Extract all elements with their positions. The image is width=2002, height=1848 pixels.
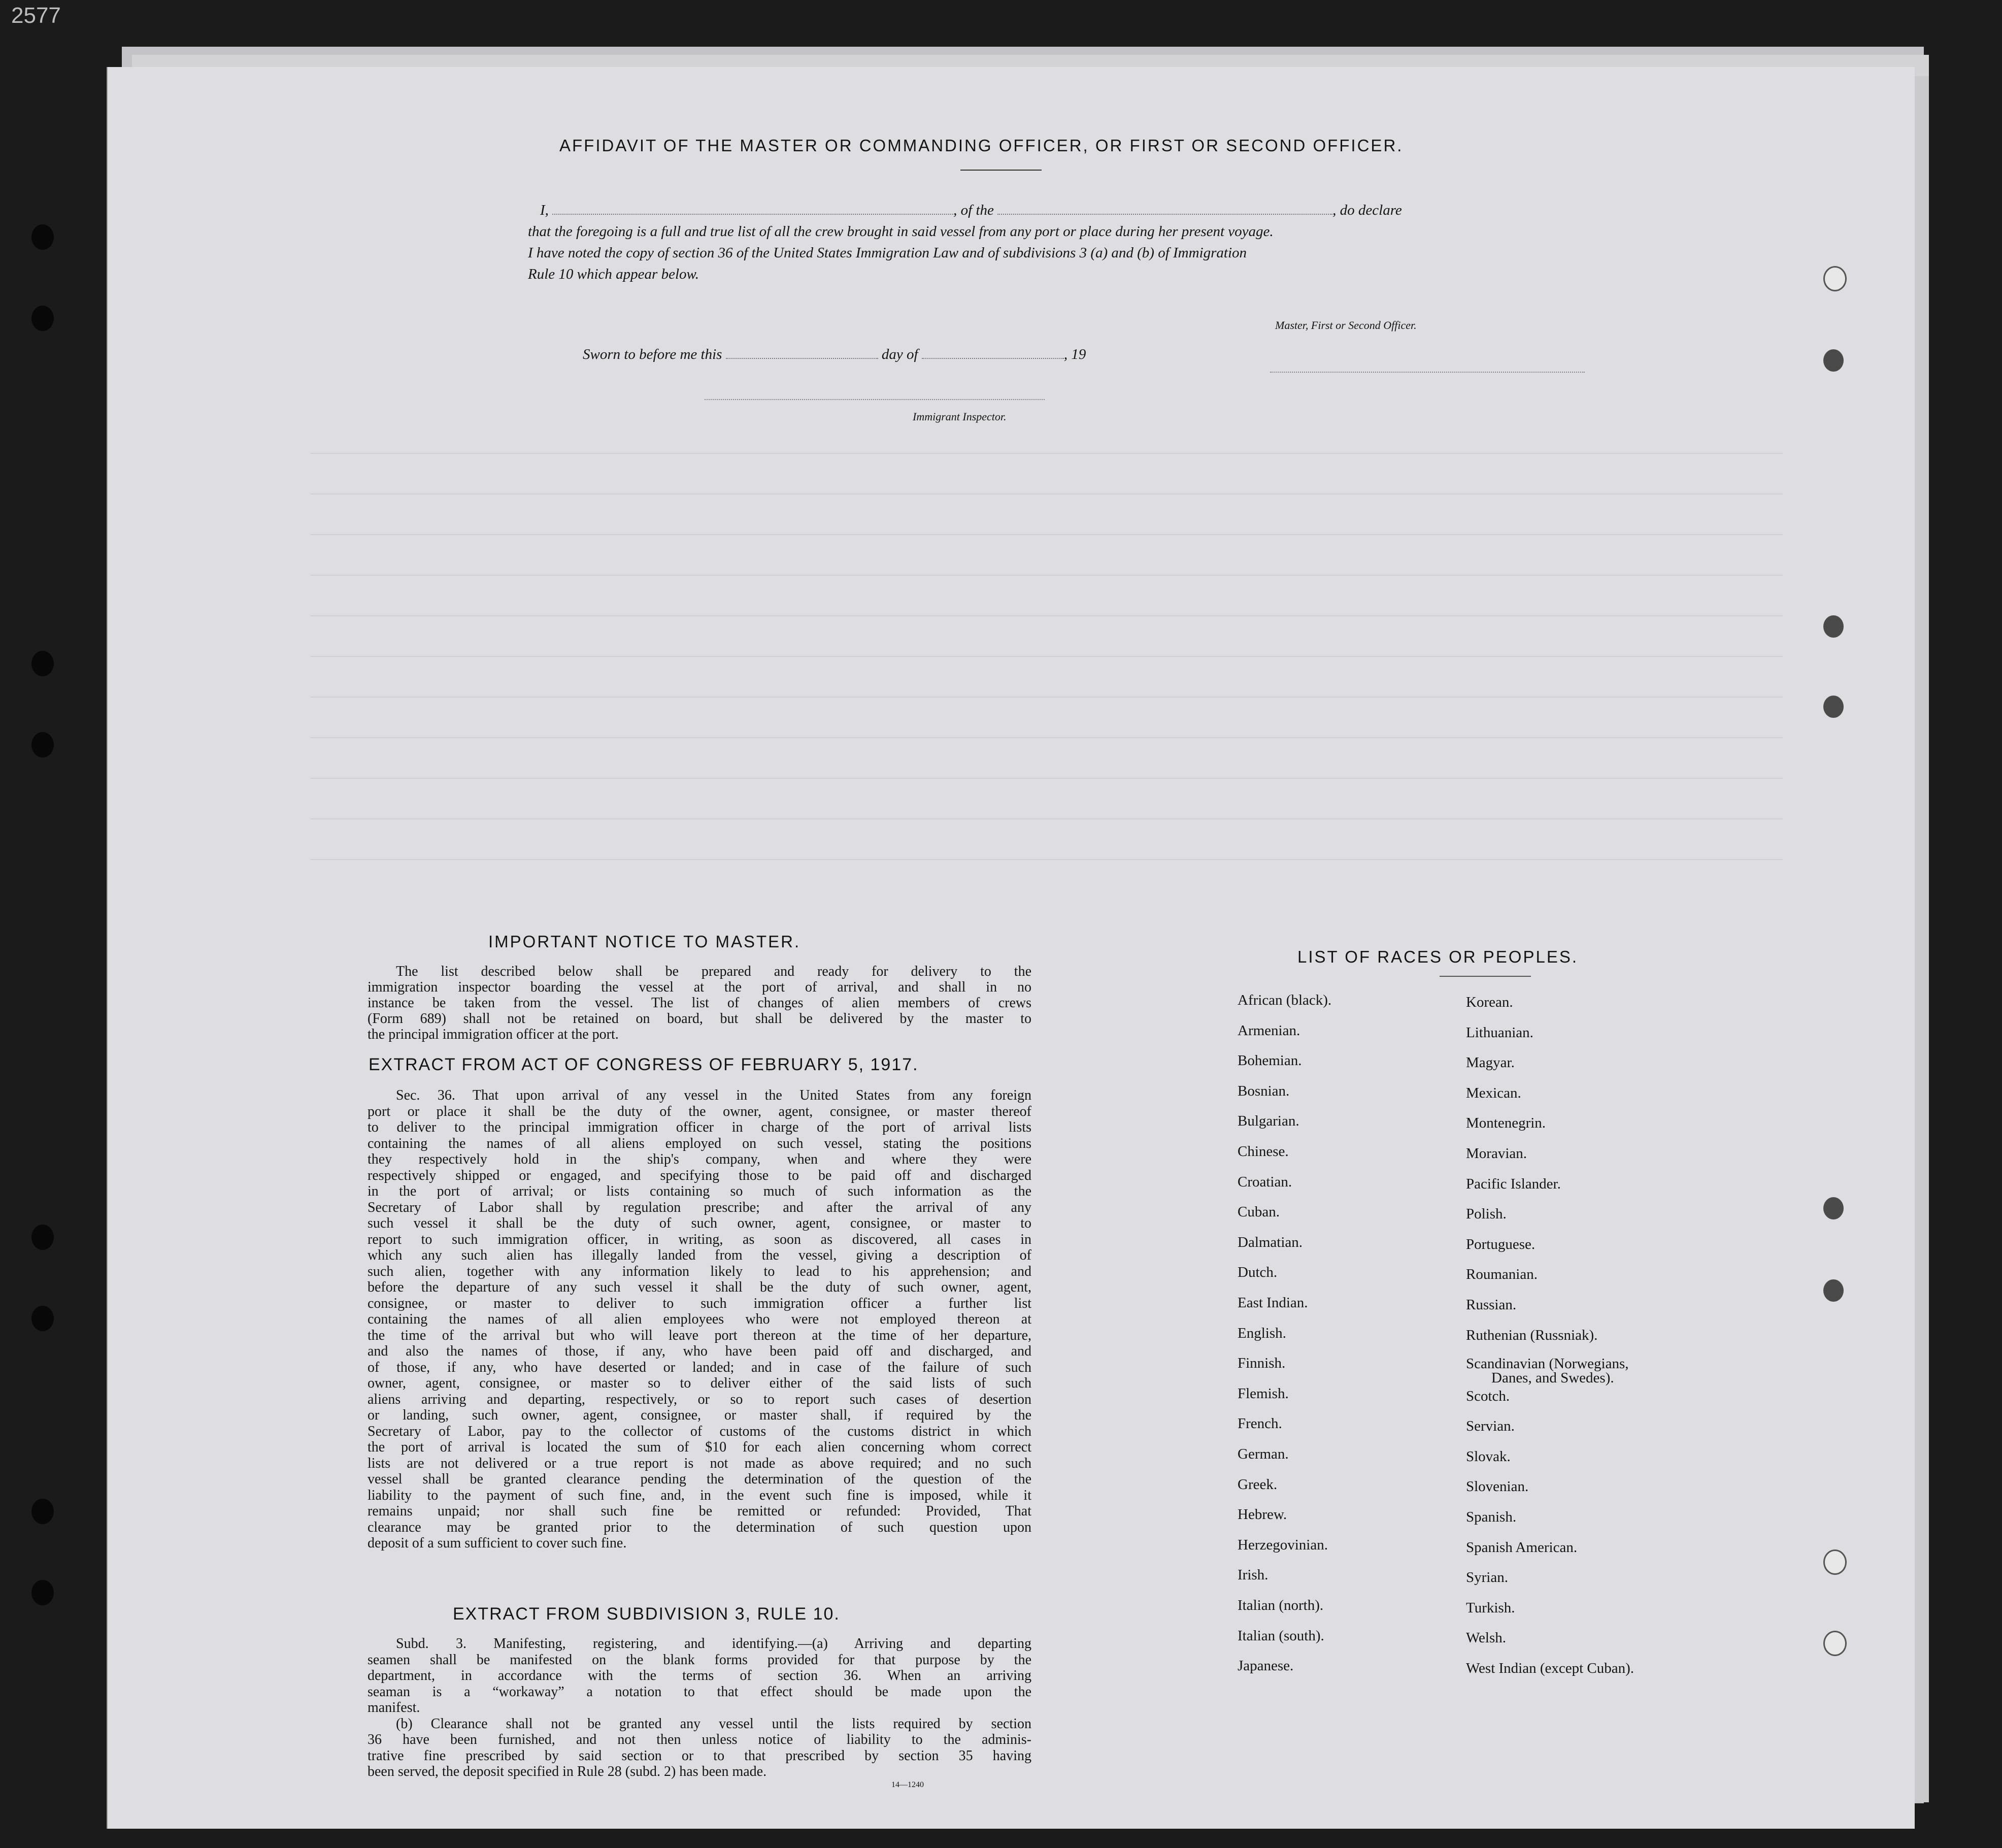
declare-line [528,202,1402,219]
act-line: such vessel it shall be the duty of such owner, agent, consignee, or master to [368,1215,1031,1231]
race-item: Ruthenian (Russniak). [1466,1327,1598,1343]
rule-line: Subd. 3. Manifesting, registering, and identifying.—(a) Arriving and departing [396,1636,1031,1652]
bleed-through-line [311,859,1783,860]
race-item: Dutch. [1238,1264,1278,1281]
race-item: Scandinavian (Norwegians, [1466,1355,1629,1372]
race-item: French. [1238,1415,1282,1432]
punch-hole [1823,266,1847,291]
extract-act-text [368,1087,1031,1552]
rule-line: 36 have been furnished, and not then unless notice of liability to the adminis- [368,1732,1031,1747]
act-line: liability to the payment of such fine, and, in the event such fine is imposed, while it [368,1487,1031,1503]
act-line: aliens arriving and departing, respectively, or so to report such cases of desertion [368,1391,1031,1407]
notice-title: IMPORTANT NOTICE TO MASTER. [488,932,801,951]
punch-hole [1823,349,1844,372]
bleed-through-line [311,575,1783,576]
day-of-text: day of [881,346,918,362]
race-item: English. [1238,1325,1286,1341]
race-item: Bohemian. [1238,1052,1302,1069]
race-item: Flemish. [1238,1385,1289,1402]
bleed-through-line [311,453,1783,454]
race-item: Turkish. [1466,1599,1515,1616]
race-item: Finnish. [1238,1355,1286,1372]
corner-mark: 2577 [11,3,61,28]
act-line: to deliver to the principal immigration officer in charge of the port of arrival lists [368,1119,1031,1135]
rule-line: seamen shall be manifested on the blank forms provided for that purpose by the [368,1652,1031,1668]
act-line: deposit of a sum sufficient to cover such fine. [368,1535,627,1551]
punch-hole [31,732,54,757]
bleed-through-line [311,697,1783,698]
rule-line: seaman is a “workaway” a notation to that effect should be made upon the [368,1684,1031,1700]
act-line: of those, if any, who have deserted or landed; and in case of the failure of such [368,1359,1031,1375]
punch-hole [1823,1197,1844,1219]
act-line: in the port of arrival; or lists containing so much of such information as the [368,1183,1031,1199]
sworn-line [583,346,1086,363]
extract-act-title: EXTRACT FROM ACT OF CONGRESS OF FEBRUARY 5, 1917. [369,1055,919,1074]
master-signature-line [1270,372,1585,373]
bleed-through-line [311,656,1783,657]
vessel-blank [997,204,1332,215]
race-item: Russian. [1466,1297,1517,1313]
race-item: Hebrew. [1238,1506,1287,1523]
race-item: Spanish American. [1466,1539,1578,1556]
act-line: consignee, or master to deliver to such immigration officer a further list [368,1295,1031,1311]
inspector-signature-label: Immigrant Inspector. [913,410,1007,423]
extract-rule-text [368,1636,1031,1780]
act-line: lists are not delivered or a true report is not made as above required; and no such [368,1455,1031,1471]
race-item: Slovenian. [1466,1478,1529,1495]
punch-hole [1823,696,1844,718]
bleed-through-line [311,778,1783,779]
race-item: Italian (south). [1238,1627,1324,1644]
bleed-through-line [311,534,1783,535]
race-item: Welsh. [1466,1630,1507,1646]
races-title-rule [1440,976,1531,977]
bleed-through-line [311,493,1783,494]
race-item: Cuban. [1238,1204,1280,1220]
race-item: Croatian. [1238,1173,1292,1190]
act-line: Sec. 36. That upon arrival of any vessel in the United States from any foreign [396,1087,1031,1103]
act-line: Secretary of Labor, pay to the collector of customs of the customs district in which [368,1423,1031,1439]
notice-line: The list described below shall be prepared and ready for delivery to the [396,964,1031,979]
bleed-through-line [311,737,1783,738]
race-item: Magyar. [1466,1054,1515,1071]
race-item: Danes, and Swedes). [1491,1369,1614,1386]
race-item: Pacific Islander. [1466,1175,1561,1192]
act-line: and also the names of those, if any, who have been paid off and discharged, and [368,1343,1031,1359]
notice-line: the principal immigration officer at the port. [368,1027,619,1042]
race-item: Bosnian. [1238,1082,1290,1099]
name-blank [552,204,953,215]
punch-hole [31,651,54,676]
act-line: clearance may be granted prior to the determination of such question upon [368,1519,1031,1535]
declare-line-2: that the foregoing is a full and true list of all the crew brought in said vessel from any port or place during her present voyage. [528,223,1274,240]
punch-hole [1823,615,1844,638]
declare-of-the: , of the [953,202,994,218]
act-line: containing the names of all alien employees who were not employed thereon at [368,1311,1031,1327]
rule-line: department, in accordance with the terms of section 36. When an arriving [368,1668,1031,1684]
race-item: East Indian. [1238,1295,1308,1311]
act-line: before the departure of any such vessel it shall be the duty of such owner, agent, [368,1279,1031,1295]
form-number: 14—1240 [891,1780,924,1789]
title-rule [960,170,1042,171]
races-title: LIST OF RACES OR PEOPLES. [1297,947,1579,966]
race-item: Scotch. [1466,1388,1510,1404]
punch-hole [1823,1549,1847,1575]
race-item: Greek. [1238,1476,1278,1493]
affidavit-title: AFFIDAVIT OF THE MASTER OR COMMANDING OFFICER, OR FIRST OR SECOND OFFICER. [559,136,1404,155]
act-line: the time of the arrival but who will leave port thereon at the time of her departure, [368,1327,1031,1343]
sworn-text: Sworn to before me this [583,346,722,362]
race-item: Korean. [1466,994,1513,1010]
punch-hole [31,306,54,331]
act-line: Secretary of Labor shall by regulation prescribe; and after the arrival of any [368,1199,1031,1215]
race-item: Portuguese. [1466,1236,1536,1252]
bleed-through-line [311,818,1783,819]
race-item: Armenian. [1238,1022,1300,1039]
act-line: the port of arrival is located the sum of $10 for each alien concerning whom correct [368,1439,1031,1455]
day-blank [726,348,878,359]
act-line: they respectively hold in the ship's company, when and where they were [368,1151,1031,1167]
year-text: , 19 [1063,346,1086,362]
race-item: Syrian. [1466,1569,1508,1586]
act-line: report to such immigration officer, in writing, as soon as discovered, all cases in [368,1231,1031,1247]
notice-text [368,964,1031,1042]
act-line: owner, agent, consignee, or master so to deliver either of the said lists of such [368,1375,1031,1391]
act-line: respectively shipped or engaged, and specifying those to be paid off and discharged [368,1167,1031,1183]
race-item: West Indian (except Cuban). [1466,1660,1634,1676]
punch-hole [31,1306,54,1331]
declare-line-3: I have noted the copy of section 36 of the United States Immigration Law and of subdivisions 3 (a) and (b) of Immigration [528,245,1247,261]
declare-end: , do declare [1332,202,1402,218]
act-line: containing the names of all aliens employed on such vessel, stating the positions [368,1135,1031,1151]
punch-hole [31,224,54,250]
inspector-signature-line [705,399,1045,400]
race-item: Moravian. [1466,1145,1527,1162]
race-item: Irish. [1238,1567,1269,1583]
notice-line: immigration inspector boarding the vessel at the port of arrival, and shall in no [368,979,1031,995]
race-item: Roumanian. [1466,1266,1538,1283]
master-signature-label: Master, First or Second Officer. [1275,319,1417,332]
race-item: Montenegrin. [1466,1115,1546,1132]
rule-line: been served, the deposit specified in Rule 28 (subd. 2) has been made. [368,1764,767,1779]
race-item: Slovak. [1466,1448,1511,1465]
extract-rule-title: EXTRACT FROM SUBDIVISION 3, RULE 10. [453,1604,840,1624]
race-item: Bulgarian. [1238,1113,1299,1130]
race-item: Herzegovinian. [1238,1536,1328,1553]
punch-hole [31,1225,54,1250]
race-item: Servian. [1466,1418,1515,1435]
notice-line: (Form 689) shall not be retained on board, but shall be delivered by the master to [368,1011,1031,1027]
notice-line: instance be taken from the vessel. The list of changes of alien members of crews [368,995,1031,1011]
race-item: Lithuanian. [1466,1024,1533,1041]
punch-hole [1823,1631,1847,1656]
rule-line: (b) Clearance shall not be granted any vessel until the lists required by section [396,1715,1031,1732]
rule-line: trative fine prescribed by said section or to that prescribed by section 35 having [368,1747,1031,1764]
act-line: or landing, such owner, agent, consignee, or master shall, if required by the [368,1407,1031,1423]
race-item: Italian (north). [1238,1597,1324,1613]
document-page [107,67,1915,1829]
declare-i: I, [540,202,549,218]
act-line: which any such alien has illegally landed from the vessel, giving a description of [368,1247,1031,1263]
act-line: vessel shall be granted clearance pending the determination of the question of the [368,1471,1031,1487]
race-item: African (black). [1238,992,1332,1008]
act-line: remains unpaid; nor shall such fine be remitted or refunded: Provided, That [368,1503,1031,1519]
punch-hole [31,1499,54,1524]
race-item: Polish. [1466,1206,1507,1223]
race-item: Mexican. [1466,1084,1521,1101]
race-item: Chinese. [1238,1143,1289,1160]
rule-line: manifest. [368,1700,420,1715]
punch-hole [31,1580,54,1605]
act-line: such alien, together with any information likely to lead to his apprehension; and [368,1263,1031,1279]
race-item: Spanish. [1466,1509,1517,1525]
act-line: port or place it shall be the duty of the owner, agent, consignee, or master thereof [368,1103,1031,1119]
race-item: Dalmatian. [1238,1234,1303,1250]
punch-hole [1823,1279,1844,1302]
declare-line-4: Rule 10 which appear below. [528,266,699,282]
month-blank [922,348,1064,359]
bleed-through-line [311,615,1783,616]
race-item: German. [1238,1446,1289,1462]
race-item: Japanese. [1238,1658,1294,1674]
